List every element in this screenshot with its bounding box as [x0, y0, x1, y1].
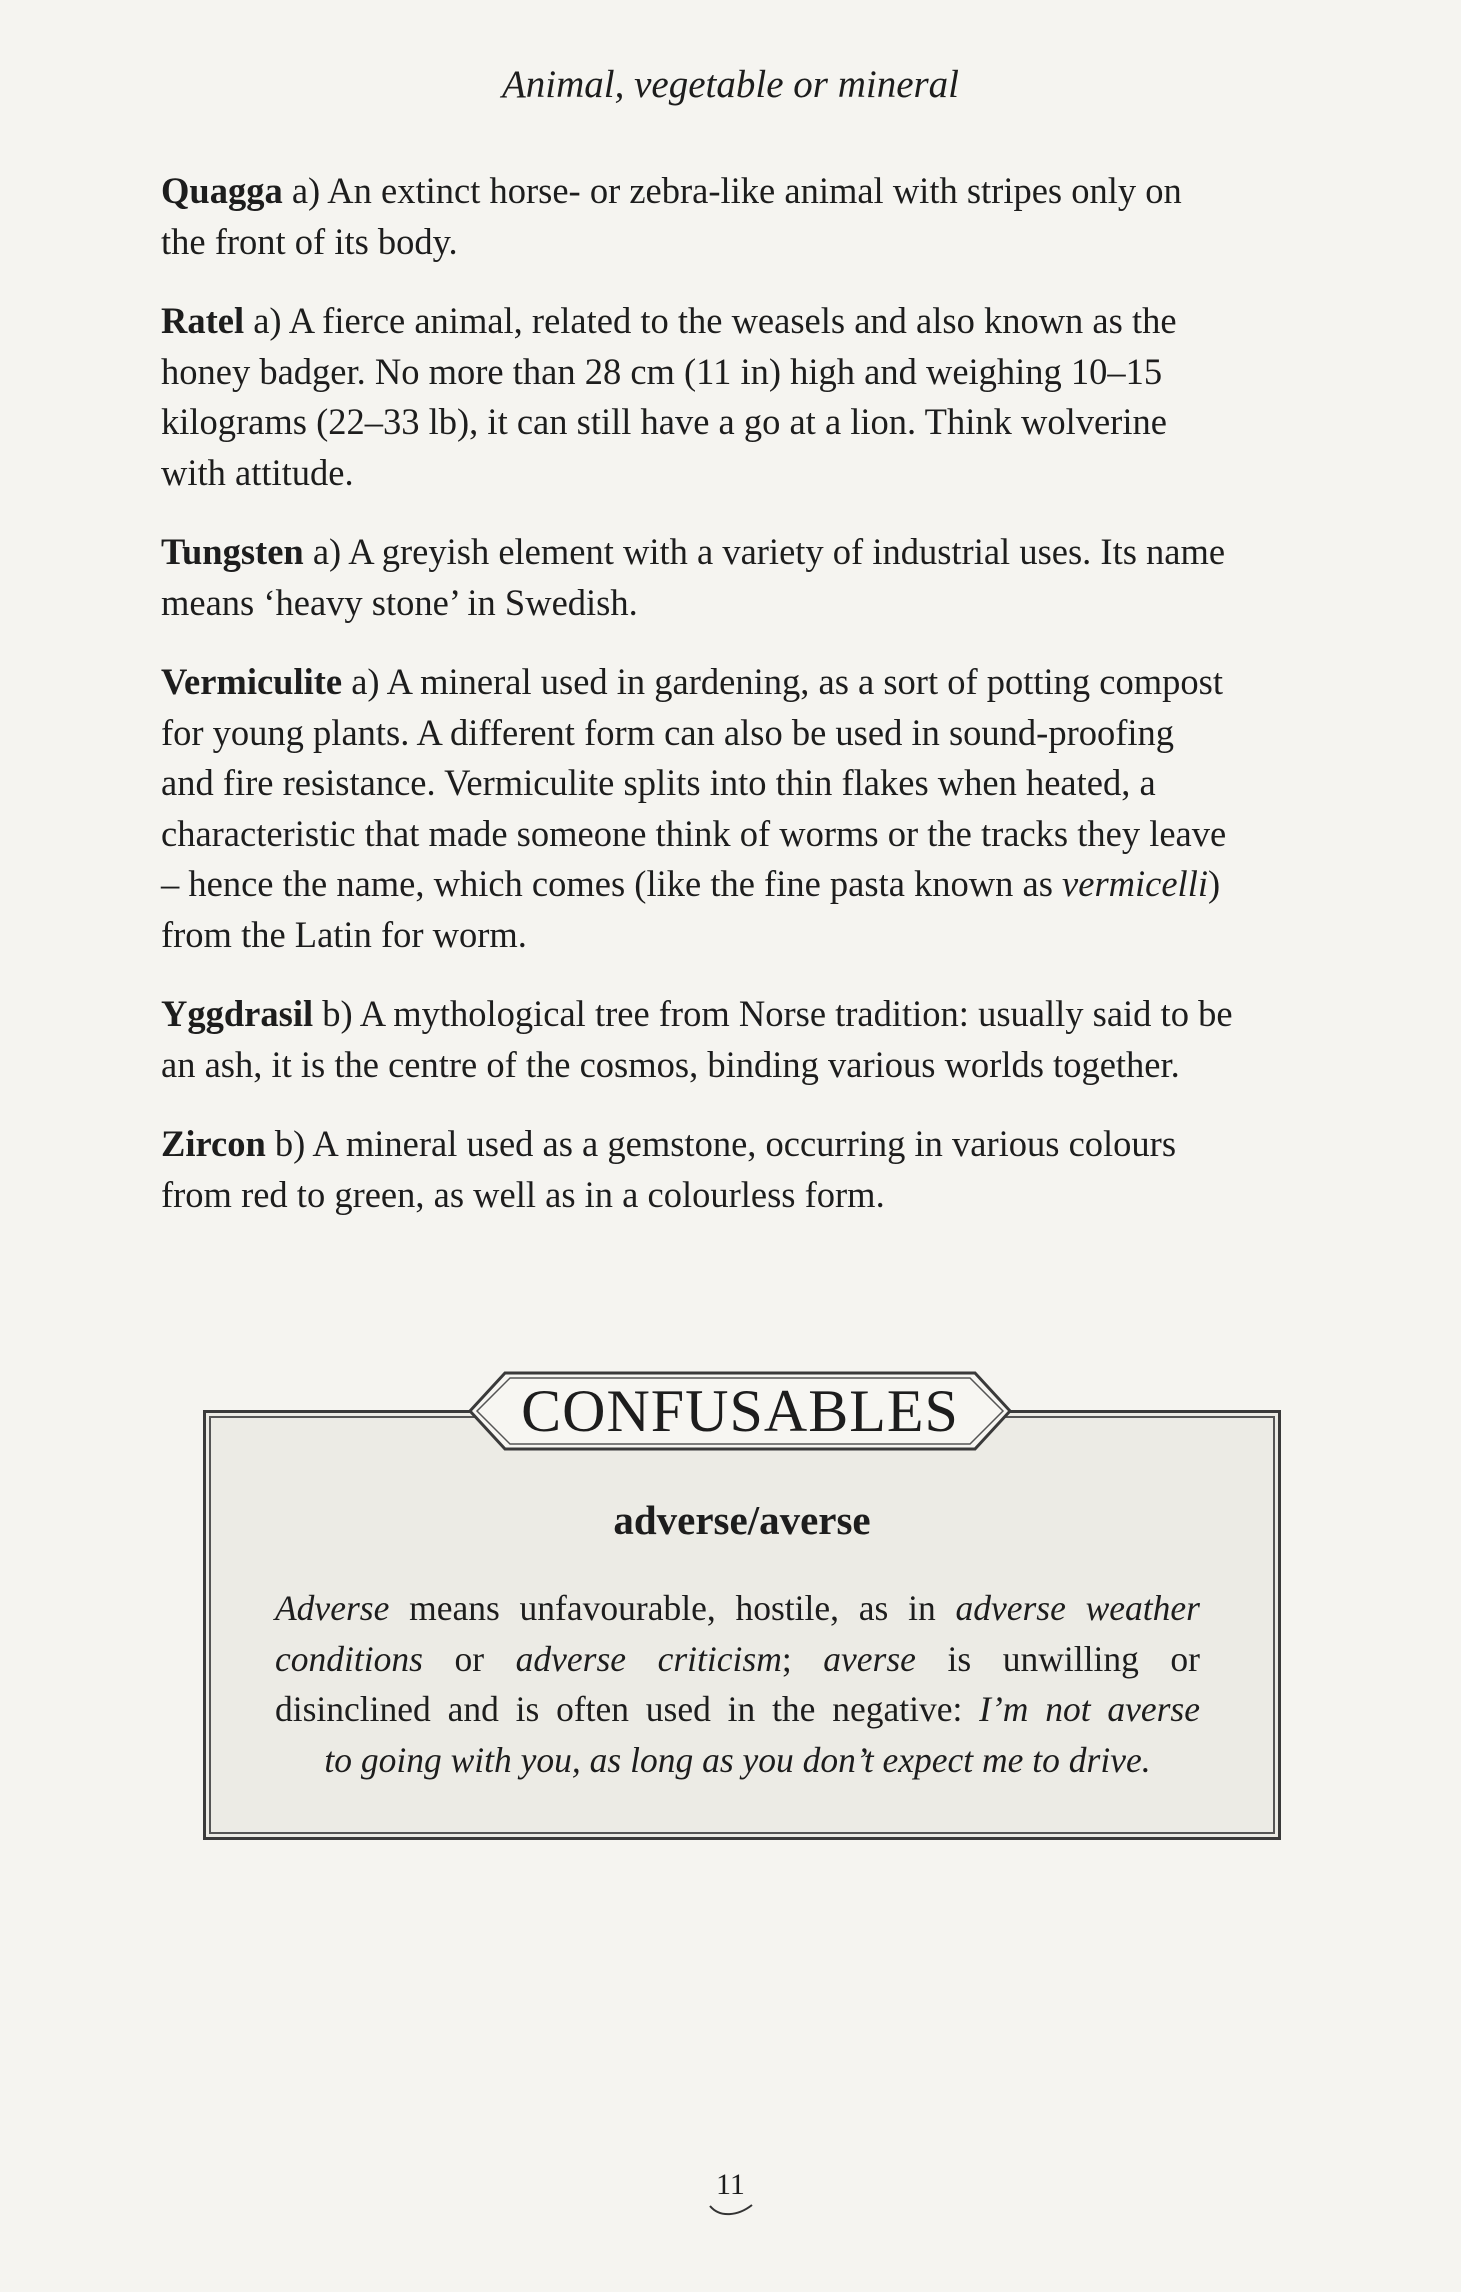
italic-text: averse — [823, 1638, 916, 1679]
entry-line — [161, 809, 1341, 860]
text-segment: ; — [781, 1638, 824, 1679]
text-segment: for young plants. A different form can also be used in sound-proofing — [161, 711, 1175, 753]
entry-term: Zircon — [161, 1123, 266, 1164]
confusable-headword: adverse/averse — [613, 1497, 871, 1543]
italic-text: vermicelli — [1062, 863, 1208, 904]
text-segment: characteristic that made someone think of worms or the tracks they leave — [161, 812, 1227, 854]
entry-term: Ratel — [161, 300, 245, 341]
italic-text: I’m not averse — [979, 1689, 1200, 1729]
glossary-entry — [161, 1119, 1341, 1220]
text-segment: disinclined and is often used in the negative: — [275, 1689, 980, 1729]
text-segment: from red to green, as well as in a colourless form. — [161, 1173, 885, 1215]
text-segment: an ash, it is the centre of the cosmos, binding various worlds together. — [161, 1043, 1180, 1085]
running-head: Animal, vegetable or mineral — [501, 63, 960, 106]
text-segment: means ‘heavy stone’ in Swedish. — [161, 581, 638, 623]
glossary-entry — [161, 166, 1341, 267]
page-number: 11 — [716, 2168, 745, 2201]
explanation-line — [275, 1634, 1200, 1685]
text-segment: and fire resistance. Vermiculite splits into thin flakes when heated, a — [161, 762, 1156, 803]
italic-text: adverse criticism — [515, 1638, 782, 1679]
entry-line — [161, 166, 1341, 217]
glossary-entries — [161, 166, 1341, 1249]
entry-line — [161, 578, 1341, 629]
text-segment: the front of its body. — [161, 220, 458, 262]
explanation-line — [275, 1735, 1200, 1786]
confusables-title: CONFUSABLES — [521, 1378, 959, 1444]
text-segment: b) A mythological tree from Norse tradition: usually said to be — [313, 993, 1233, 1034]
entry-line — [161, 397, 1341, 448]
italic-text: to going with you, as long as you don’t expect me to drive. — [324, 1739, 1151, 1780]
text-segment: a) An extinct horse- or zebra-like animal with stripes only on — [282, 170, 1182, 211]
entry-line — [161, 217, 1341, 268]
text-segment: honey badger. No more than 28 cm (11 in) high and weighing 10–15 — [161, 350, 1163, 392]
text-segment: b) A mineral used as a gemstone, occurring in various colours — [265, 1123, 1177, 1164]
italic-text: conditions — [275, 1638, 423, 1679]
entry-term: Quagga — [161, 170, 283, 211]
entry-line — [161, 859, 1341, 910]
text-segment: a) A mineral used in gardening, as a sort of potting compost — [342, 661, 1223, 702]
entry-line — [161, 989, 1341, 1040]
glossary-entry — [161, 296, 1341, 498]
text-segment: from the Latin for worm. — [161, 913, 527, 955]
text-segment: a) A fierce animal, related to the weasels and also known as the — [244, 300, 1177, 341]
glossary-entry — [161, 527, 1341, 628]
glossary-entry — [161, 989, 1341, 1090]
entry-line — [161, 448, 1341, 499]
glossary-entry — [161, 657, 1341, 960]
explanation-line — [275, 1583, 1200, 1634]
explanation-line — [275, 1684, 1200, 1735]
entry-line — [161, 657, 1341, 708]
entry-line — [161, 1170, 1341, 1221]
confusables-label — [467, 1370, 1013, 1452]
entry-line — [161, 758, 1341, 809]
text-segment: means unfavourable, hostile, as in — [389, 1588, 956, 1628]
entry-term: Vermiculite — [161, 661, 343, 702]
entry-line — [161, 708, 1341, 759]
text-segment: – hence the name, which comes (like the fine pasta known as — [161, 863, 1063, 904]
swoosh-ornament — [708, 2202, 754, 2218]
text-segment: a) A greyish element with a variety of industrial uses. Its name — [303, 531, 1226, 572]
entry-line — [161, 1119, 1341, 1170]
entry-line — [161, 347, 1341, 398]
entry-line — [161, 527, 1341, 578]
entry-line — [161, 1040, 1341, 1091]
entry-line — [161, 910, 1341, 961]
text-segment: kilograms (22–33 lb), it can still have a go at a lion. Think wolverine — [161, 401, 1167, 442]
entry-term: Tungsten — [161, 531, 304, 572]
entry-term: Yggdrasil — [161, 993, 314, 1034]
confusable-explanation — [275, 1583, 1200, 1785]
text-segment: is unwilling or — [915, 1638, 1200, 1679]
text-segment: or — [422, 1638, 516, 1679]
text-segment: with attitude. — [161, 451, 354, 493]
italic-text: Adverse — [275, 1588, 390, 1628]
entry-line — [161, 296, 1341, 347]
text-segment: ) — [1207, 863, 1221, 904]
italic-text: adverse weather — [955, 1588, 1200, 1628]
